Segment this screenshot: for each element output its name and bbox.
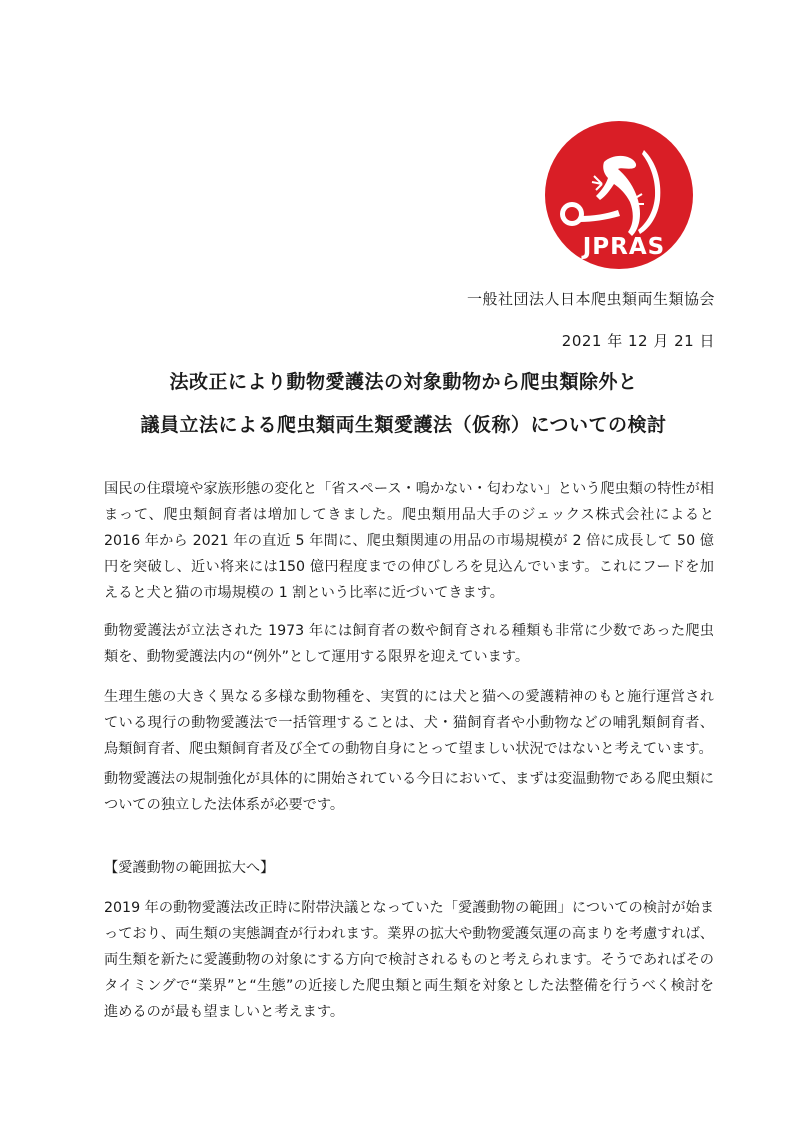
body-paragraph-2: 動物愛護法が立法された 1973 年には飼育者の数や飼育される種類も非常に少数であった爬虫類を、動物愛護法内の“例外”として運用する限界を迎えています。 bbox=[104, 623, 714, 665]
body-paragraph-3: 生理生態の大きく異なる多様な動物種を、実質的には犬と猫への愛護精神のもと施行運営されている現行の動物愛護法で一括管理することは、犬・猫飼育者や小動物などの哺乳類飼育者、鳥類飼育者、爬虫類飼育者及び全ての動物自身にとって望ましい状況ではないと考えています。 bbox=[104, 689, 714, 757]
title-line-2: 議員立法による爬虫類両生類愛護法（仮称）についての検討 bbox=[140, 414, 667, 436]
section-heading: 【愛護動物の範囲拡大へ】 bbox=[104, 860, 275, 876]
lizard-icon bbox=[544, 120, 694, 270]
body-paragraph-4: 動物愛護法の規制強化が具体的に開始されている今日において、まずは変温動物である爬虫類についての独立した法体系が必要です。 bbox=[104, 771, 714, 813]
jpras-logo bbox=[544, 120, 694, 270]
title-line-1: 法改正により動物愛護法の対象動物から爬虫類除外と bbox=[169, 371, 638, 393]
section-paragraph: 2019 年の動物愛護法改正時に附帯決議となっていた「愛護動物の範囲」についての検討が始まっており、両生類の実態調査が行われます。業界の拡大や動物愛護気運の高まりを考慮すれば、両生類を新たに愛護動物の対象にする方向で検討されるものと考えられます。そうであればそのタイミングで“業界”と“生態”の近接した爬虫類と両生類を対象とした法整備を行うべく検討を進めるのが最も望ましいと考えます。 bbox=[104, 900, 714, 1020]
logo-text: JPRAS bbox=[582, 234, 666, 260]
document-date: 2021 年 12 月 21 日 bbox=[561, 332, 715, 350]
organization-name: 一般社団法人日本爬虫類両生類協会 bbox=[466, 290, 715, 308]
body-paragraph-1: 国民の住環境や家族形態の変化と「省スペース・鳴かない・匂わない」という爬虫類の特性が相まって、爬虫類飼育者は増加してきました。爬虫類用品大手のジェックス株式会社によると 2016 年から 2021 年の直近 5 年間に、爬虫類関連の用品の市場規模が 2 倍に成長して 50 億円を突破し、近い将来には150 億円程度までの伸びしろを見込んでいます。これにフードを加えると犬と猫の市場規模の 1 割という比率に近づいてきます。 bbox=[104, 481, 714, 601]
